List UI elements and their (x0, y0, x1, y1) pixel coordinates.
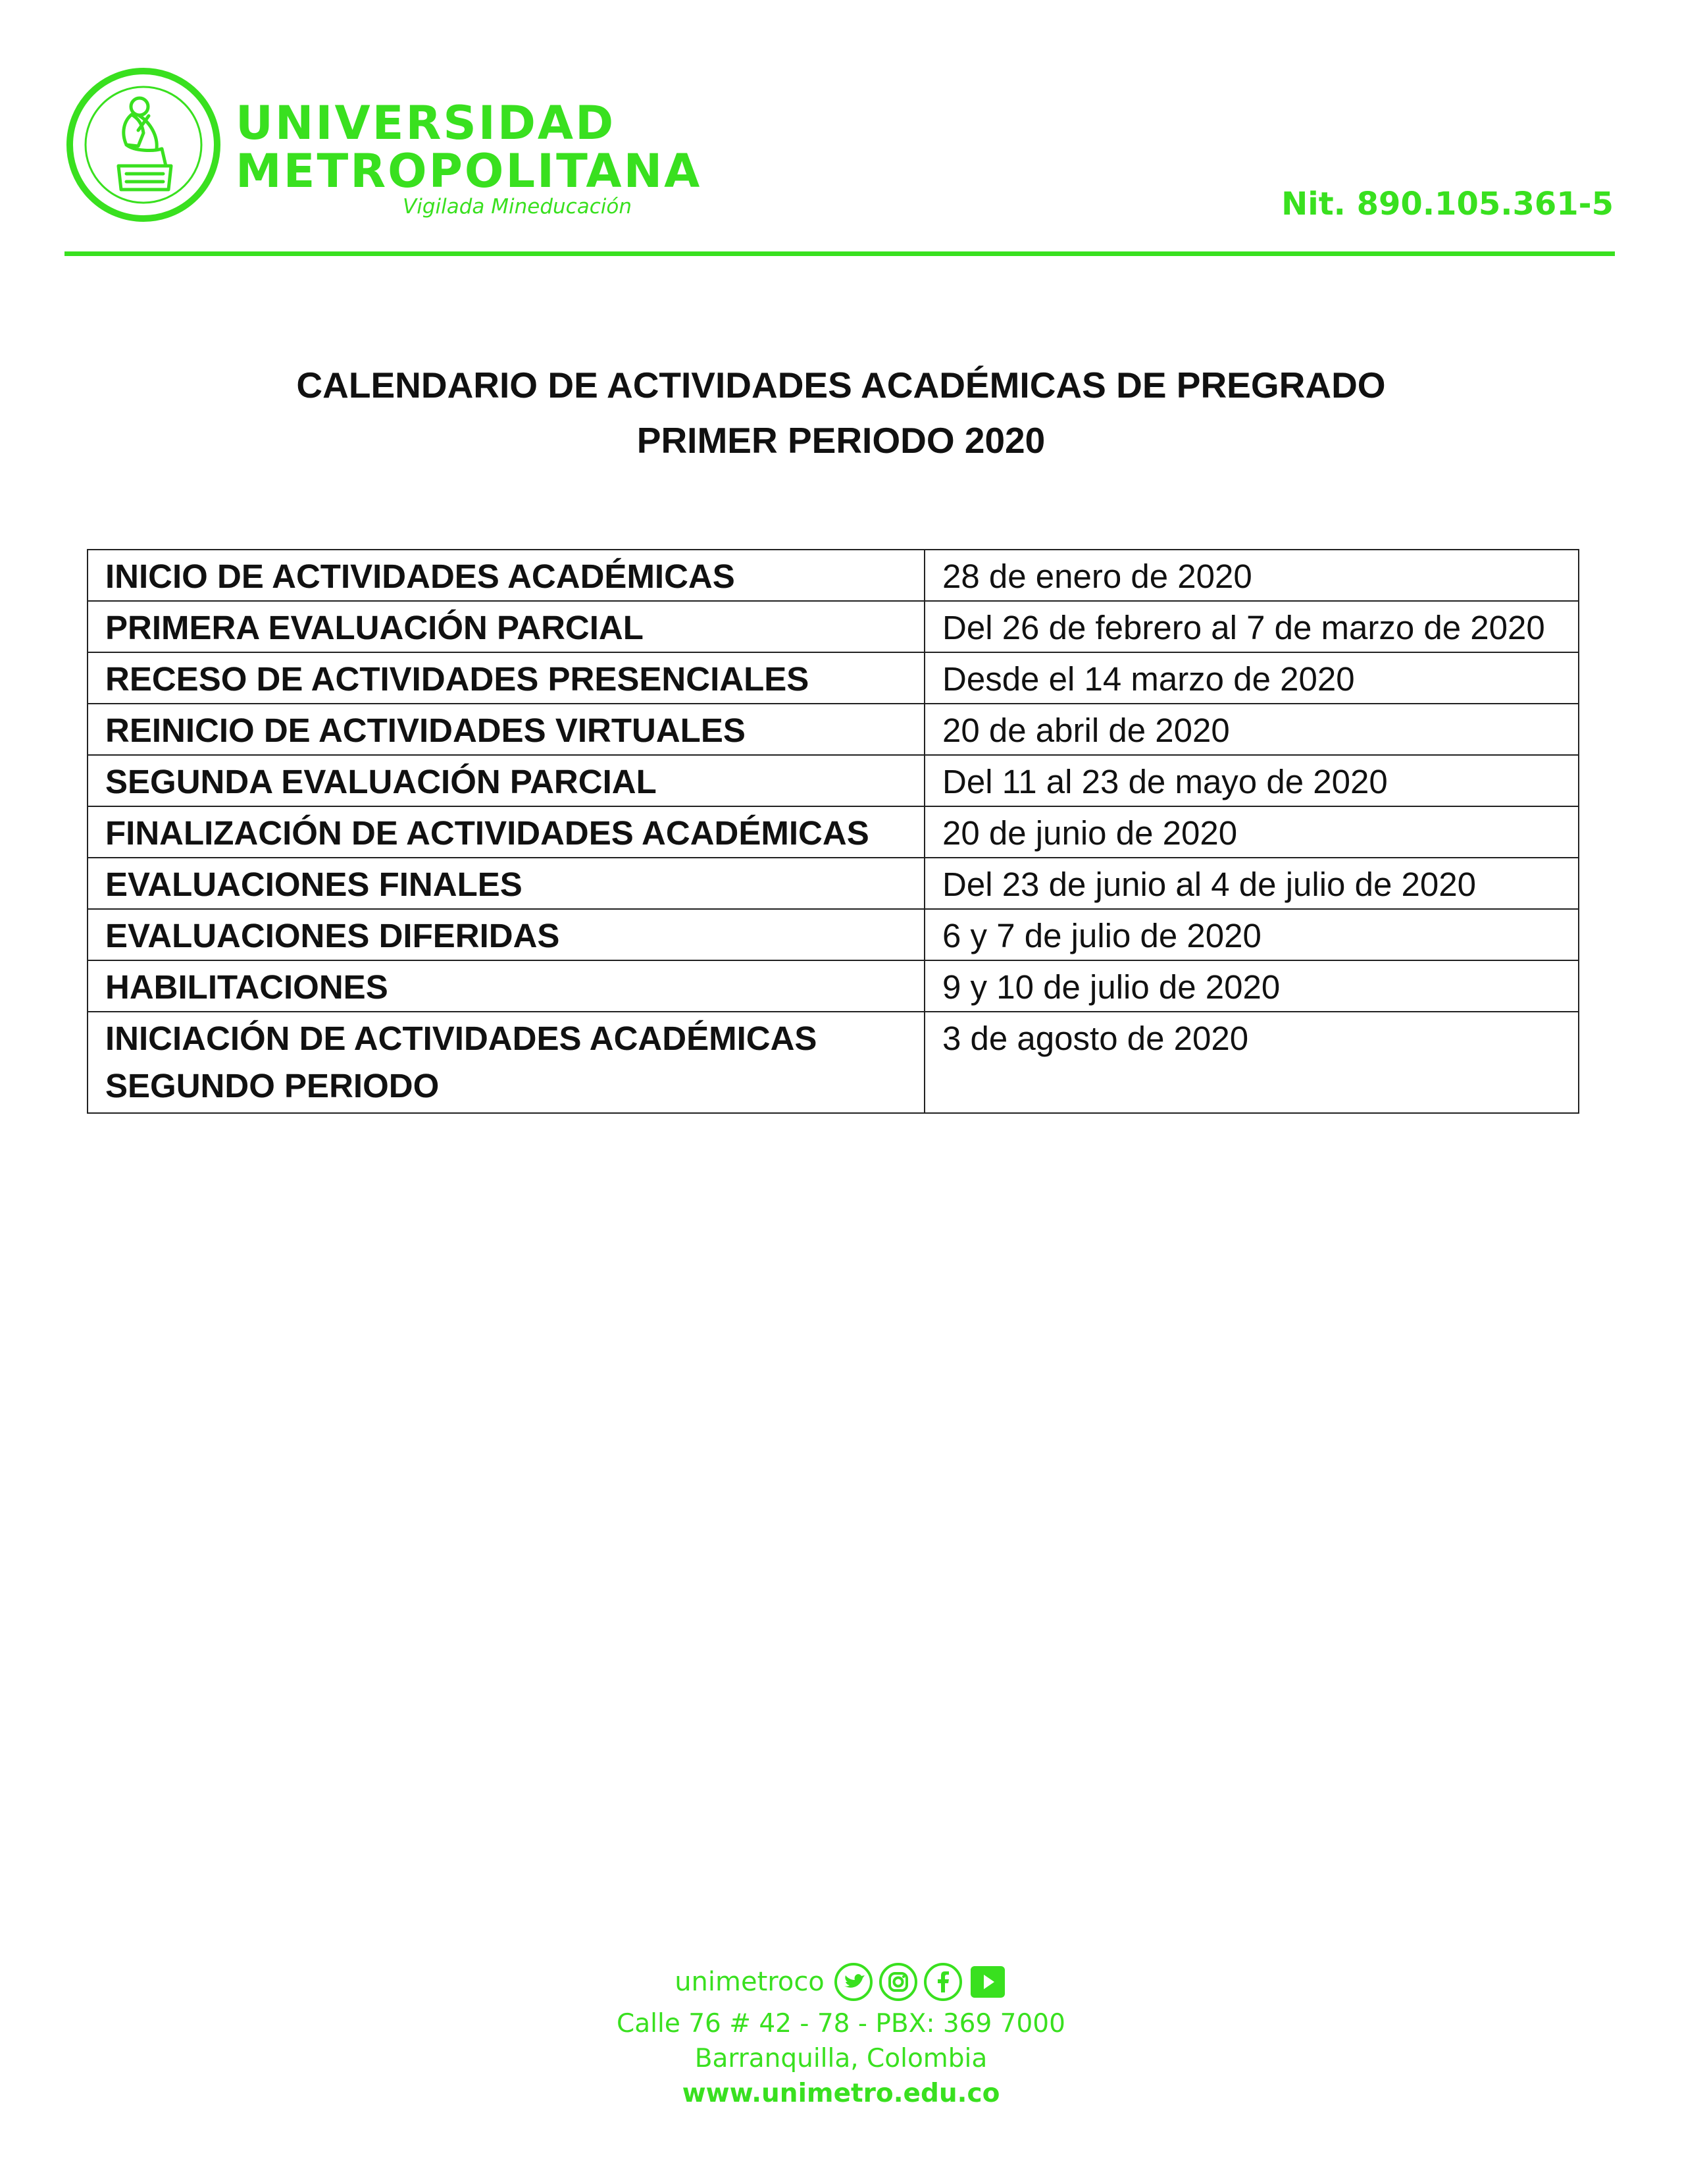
activity-cell: REINICIO DE ACTIVIDADES VIRTUALES (88, 704, 925, 755)
social-row (0, 1959, 1682, 2005)
activity-cell: RECESO DE ACTIVIDADES PRESENCIALES (88, 652, 925, 704)
thinker-statue-icon (66, 67, 221, 222)
activity-cell: HABILITACIONES (88, 960, 925, 1012)
activity-cell: FINALIZACIÓN DE ACTIVIDADES ACADÉMICAS (88, 806, 925, 858)
table-row (88, 652, 1579, 704)
calendar-table (87, 549, 1579, 1114)
table-row (88, 601, 1579, 652)
footer-address: Calle 76 # 42 - 78 - PBX: 369 7000 (617, 2009, 1065, 2039)
instagram-icon[interactable] (879, 1962, 918, 2002)
table-row (88, 755, 1579, 806)
date-cell: Del 26 de febrero al 7 de marzo de 2020 (925, 601, 1579, 652)
table-row (88, 1012, 1579, 1113)
date-cell: 28 de enero de 2020 (925, 550, 1579, 601)
table-row (88, 909, 1579, 960)
twitter-icon[interactable] (834, 1962, 873, 2002)
table-row (88, 550, 1579, 601)
date-cell: 6 y 7 de julio de 2020 (925, 909, 1579, 960)
page-title: CALENDARIO DE ACTIVIDADES ACADÉMICAS DE PREGRADO (296, 365, 1386, 405)
activity-cell: INICIACIÓN DE ACTIVIDADES ACADÉMICAS SEGUNDO PERIODO (88, 1012, 925, 1113)
activity-cell: EVALUACIONES FINALES (88, 858, 925, 909)
activity-cell: INICIO DE ACTIVIDADES ACADÉMICAS (88, 550, 925, 601)
date-cell: Del 11 al 23 de mayo de 2020 (925, 755, 1579, 806)
nit-number: Nit. 890.105.361-5 (1281, 186, 1614, 222)
date-cell: 20 de abril de 2020 (925, 704, 1579, 755)
brand-name-line2: METROPOLITANA (236, 144, 702, 198)
table-row (88, 704, 1579, 755)
table-row (88, 806, 1579, 858)
activity-cell: SEGUNDA EVALUACIÓN PARCIAL (88, 755, 925, 806)
social-handle[interactable]: unimetroco (675, 1967, 825, 1997)
youtube-icon[interactable] (968, 1962, 1007, 2002)
brand-name-line1: UNIVERSIDAD (236, 96, 616, 150)
activity-cell: EVALUACIONES DIFERIDAS (88, 909, 925, 960)
date-cell: 20 de junio de 2020 (925, 806, 1579, 858)
table-row (88, 960, 1579, 1012)
date-cell: 9 y 10 de julio de 2020 (925, 960, 1579, 1012)
table-row (88, 858, 1579, 909)
activity-cell: PRIMERA EVALUACIÓN PARCIAL (88, 601, 925, 652)
brand-tagline: Vigilada Mineducación (403, 195, 632, 219)
date-cell: 3 de agosto de 2020 (925, 1012, 1579, 1113)
header-divider (64, 251, 1615, 256)
date-cell: Del 23 de junio al 4 de julio de 2020 (925, 858, 1579, 909)
facebook-icon[interactable] (923, 1962, 963, 2002)
footer-city: Barranquilla, Colombia (694, 2044, 988, 2073)
date-cell: Desde el 14 marzo de 2020 (925, 652, 1579, 704)
footer-website-link[interactable]: www.unimetro.edu.co (682, 2079, 1000, 2108)
page-subtitle: PRIMER PERIODO 2020 (636, 420, 1046, 461)
